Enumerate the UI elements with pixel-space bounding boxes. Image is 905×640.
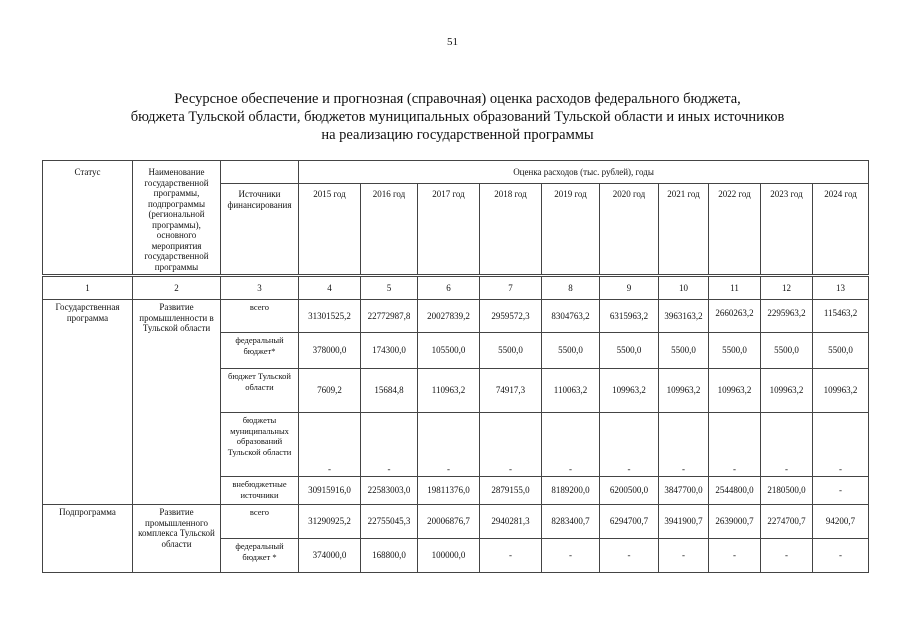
value-cell: -: [600, 539, 659, 573]
value-cell: 15684,8: [361, 369, 418, 413]
value-cell: 109963,2: [761, 369, 813, 413]
value-cell: 6315963,2: [600, 300, 659, 333]
header-row-1: [43, 161, 869, 184]
value-cell: 109963,2: [709, 369, 761, 413]
value-cell: 5500,0: [480, 333, 542, 369]
value-cell: -: [418, 413, 480, 477]
header-status: Статус: [43, 161, 133, 276]
value-cell: 8189200,0: [542, 477, 600, 505]
value-cell: 115463,2: [813, 300, 869, 333]
value-cell: 3847700,0: [659, 477, 709, 505]
value-cell: 20006876,7: [418, 505, 480, 539]
value-cell: 374000,0: [299, 539, 361, 573]
value-cell: 3963163,2: [659, 300, 709, 333]
value-cell: 2959572,3: [480, 300, 542, 333]
value-cell: 2879155,0: [480, 477, 542, 505]
value-cell: 6294700,7: [600, 505, 659, 539]
column-number-row: [43, 276, 869, 300]
value-cell: 74917,3: [480, 369, 542, 413]
value-cell: -: [542, 413, 600, 477]
header-year: 2023 год: [761, 184, 813, 276]
value-cell: -: [813, 477, 869, 505]
value-cell: 22583003,0: [361, 477, 418, 505]
program-name-cell: Развитие промышленности в Тульской области: [133, 300, 221, 505]
value-cell: -: [600, 413, 659, 477]
value-cell: 19811376,0: [418, 477, 480, 505]
value-cell: 3941900,7: [659, 505, 709, 539]
column-number: 12: [761, 276, 813, 300]
header-year: 2018 год: [480, 184, 542, 276]
document-title: [60, 90, 855, 144]
page-number: 51: [447, 36, 458, 48]
value-cell: -: [813, 413, 869, 477]
header-year: 2019 год: [542, 184, 600, 276]
header-year: 2016 год: [361, 184, 418, 276]
header-year: 2015 год: [299, 184, 361, 276]
value-cell: 2639000,7: [709, 505, 761, 539]
column-number: 6: [418, 276, 480, 300]
value-cell: -: [361, 413, 418, 477]
value-cell: 2660263,2: [709, 300, 761, 333]
header-empty-cell: [221, 161, 299, 184]
source-cell: всего: [221, 505, 299, 539]
value-cell: 2274700,7: [761, 505, 813, 539]
value-cell: 105500,0: [418, 333, 480, 369]
column-number: 5: [361, 276, 418, 300]
header-year: 2017 год: [418, 184, 480, 276]
value-cell: 5500,0: [542, 333, 600, 369]
value-cell: -: [480, 413, 542, 477]
column-number: 2: [133, 276, 221, 300]
value-cell: -: [813, 539, 869, 573]
column-number: 10: [659, 276, 709, 300]
value-cell: -: [709, 413, 761, 477]
header-year: 2021 год: [659, 184, 709, 276]
status-cell: Подпрограмма: [43, 505, 133, 573]
source-cell: всего: [221, 300, 299, 333]
value-cell: -: [761, 539, 813, 573]
title-line-2: бюджета Тульской области, бюджетов муниципальных образований Тульской области и иных источников: [130, 109, 785, 125]
column-number: 13: [813, 276, 869, 300]
value-cell: 109963,2: [600, 369, 659, 413]
value-cell: 2295963,2: [761, 300, 813, 333]
value-cell: -: [659, 539, 709, 573]
source-cell: бюджет Тульской области: [221, 369, 299, 413]
value-cell: 6200500,0: [600, 477, 659, 505]
status-cell: Государственная программа: [43, 300, 133, 505]
header-estimate: Оценка расходов (тыс. рублей), годы: [299, 161, 869, 184]
value-cell: 5500,0: [600, 333, 659, 369]
value-cell: 31301525,2: [299, 300, 361, 333]
value-cell: 174300,0: [361, 333, 418, 369]
title-line-1: Ресурсное обеспечение и прогнозная (справочная) оценка расходов федерального бюджета,: [174, 91, 741, 107]
header-year: 2020 год: [600, 184, 659, 276]
value-cell: 168800,0: [361, 539, 418, 573]
value-cell: -: [480, 539, 542, 573]
value-cell: 7609,2: [299, 369, 361, 413]
column-number: 7: [480, 276, 542, 300]
column-number: 4: [299, 276, 361, 300]
source-cell: федеральный бюджет *: [221, 539, 299, 573]
title-line-3: на реализацию государственной программы: [321, 127, 594, 143]
value-cell: -: [761, 413, 813, 477]
value-cell: 5500,0: [813, 333, 869, 369]
value-cell: 30915916,0: [299, 477, 361, 505]
value-cell: 8283400,7: [542, 505, 600, 539]
value-cell: 22755045,3: [361, 505, 418, 539]
source-cell: внебюджетные источники: [221, 477, 299, 505]
value-cell: 378000,0: [299, 333, 361, 369]
source-cell: бюджеты муниципальных образований Тульской области: [221, 413, 299, 477]
value-cell: -: [299, 413, 361, 477]
value-cell: -: [709, 539, 761, 573]
value-cell: 2940281,3: [480, 505, 542, 539]
column-number: 9: [600, 276, 659, 300]
value-cell: 5500,0: [709, 333, 761, 369]
column-number: 11: [709, 276, 761, 300]
budget-table: [42, 160, 869, 573]
value-cell: 110063,2: [542, 369, 600, 413]
header-year: 2024 год: [813, 184, 869, 276]
value-cell: 2180500,0: [761, 477, 813, 505]
value-cell: 20027839,2: [418, 300, 480, 333]
program-name-cell: Развитие промышленного комплекса Тульской области: [133, 505, 221, 573]
value-cell: 109963,2: [813, 369, 869, 413]
value-cell: 5500,0: [659, 333, 709, 369]
value-cell: -: [542, 539, 600, 573]
column-number: 1: [43, 276, 133, 300]
header-name: Наименование государственной программы, подпрограммы (региональной программы), основного мероприятия государственной программы: [133, 161, 221, 276]
value-cell: 110963,2: [418, 369, 480, 413]
table-row: [43, 300, 869, 333]
column-number: 8: [542, 276, 600, 300]
value-cell: 8304763,2: [542, 300, 600, 333]
value-cell: 22772987,8: [361, 300, 418, 333]
header-sources: Источники финансирования: [221, 184, 299, 276]
value-cell: 94200,7: [813, 505, 869, 539]
value-cell: 31290925,2: [299, 505, 361, 539]
table-row: [43, 505, 869, 539]
column-number: 3: [221, 276, 299, 300]
value-cell: 5500,0: [761, 333, 813, 369]
value-cell: 2544800,0: [709, 477, 761, 505]
source-cell: федеральный бюджет*: [221, 333, 299, 369]
value-cell: 109963,2: [659, 369, 709, 413]
value-cell: -: [659, 413, 709, 477]
value-cell: 100000,0: [418, 539, 480, 573]
header-year: 2022 год: [709, 184, 761, 276]
